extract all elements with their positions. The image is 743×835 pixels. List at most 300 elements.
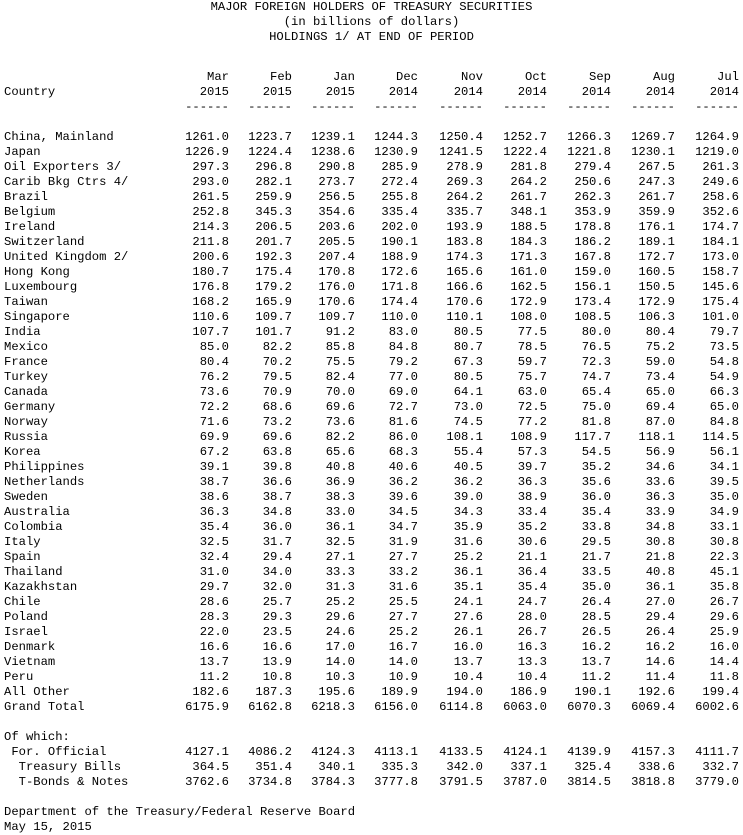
value-cell: 1224.4 [248, 145, 292, 159]
value-cell: 10.8 [262, 670, 292, 684]
value-cell: 36.2 [388, 475, 418, 489]
value-cell: 4127.1 [185, 745, 229, 759]
value-cell: 91.2 [325, 325, 355, 339]
value-cell: 31.6 [453, 535, 483, 549]
value-cell: 14.0 [388, 655, 418, 669]
table-row [0, 280, 743, 295]
value-cell: 36.3 [517, 475, 547, 489]
value-cell: 31.0 [199, 565, 229, 579]
value-cell: 34.3 [453, 505, 483, 519]
value-cell: 106.3 [638, 310, 675, 324]
value-cell: 297.3 [192, 160, 229, 174]
value-cell: 3787.0 [503, 775, 547, 789]
value-cell: 36.9 [325, 475, 355, 489]
country-cell: Spain [4, 550, 41, 564]
value-cell: 6175.9 [185, 700, 229, 714]
value-cell: 36.2 [453, 475, 483, 489]
value-cell: 6069.4 [631, 700, 675, 714]
country-cell: Hong Kong [4, 265, 70, 279]
value-cell: 80.5 [453, 370, 483, 384]
month-header: Oct [525, 70, 547, 84]
table-row [0, 505, 743, 520]
value-cell: 207.4 [318, 250, 355, 264]
value-cell: 63.8 [262, 445, 292, 459]
value-cell: 25.5 [388, 595, 418, 609]
country-cell: Belgium [4, 205, 56, 219]
country-cell: China, Mainland [4, 130, 114, 144]
table-row [0, 760, 743, 775]
table-row [0, 595, 743, 610]
value-cell: 80.0 [581, 325, 611, 339]
table-row [0, 355, 743, 370]
value-cell: 31.7 [262, 535, 292, 549]
value-cell: 34.6 [645, 460, 675, 474]
value-cell: 175.4 [702, 295, 739, 309]
value-cell: 278.9 [446, 160, 483, 174]
value-cell: 29.3 [262, 610, 292, 624]
country-cell: Switzerland [4, 235, 85, 249]
value-cell: 31.6 [388, 580, 418, 594]
value-cell: 4139.9 [567, 745, 611, 759]
value-cell: 325.4 [574, 760, 611, 774]
value-cell: 118.1 [638, 430, 675, 444]
value-cell: 110.1 [446, 310, 483, 324]
value-cell: 28.5 [581, 610, 611, 624]
value-cell: 4124.1 [503, 745, 547, 759]
country-cell: All Other [4, 685, 70, 699]
table-row [0, 370, 743, 385]
value-cell: 24.6 [325, 625, 355, 639]
value-cell: 11.4 [645, 670, 675, 684]
value-cell: 65.0 [709, 400, 739, 414]
value-cell: 108.0 [510, 310, 547, 324]
value-cell: 36.0 [581, 490, 611, 504]
value-cell: 33.9 [645, 505, 675, 519]
value-cell: 13.7 [581, 655, 611, 669]
value-cell: 165.6 [446, 265, 483, 279]
value-cell: 252.8 [192, 205, 229, 219]
value-cell: 30.8 [709, 535, 739, 549]
year-header: 2015 [199, 85, 229, 99]
value-cell: 68.3 [388, 445, 418, 459]
value-cell: 179.2 [255, 280, 292, 294]
value-cell: 4086.2 [248, 745, 292, 759]
table-row [0, 550, 743, 565]
value-cell: 160.5 [638, 265, 675, 279]
value-cell: 4111.7 [695, 745, 739, 759]
country-cell: Colombia [4, 520, 63, 534]
value-cell: 351.4 [255, 760, 292, 774]
value-cell: 31.9 [388, 535, 418, 549]
value-cell: 81.6 [388, 415, 418, 429]
value-cell: 150.5 [638, 280, 675, 294]
value-cell: 84.8 [388, 340, 418, 354]
value-cell: 262.3 [574, 190, 611, 204]
value-cell: 180.7 [192, 265, 229, 279]
value-cell: 345.3 [255, 205, 292, 219]
country-cell: T-Bonds & Notes [4, 775, 129, 789]
value-cell: 16.6 [262, 640, 292, 654]
value-cell: 249.6 [702, 175, 739, 189]
country-cell: Peru [4, 670, 34, 684]
table-row [0, 235, 743, 250]
value-cell: 83.0 [388, 325, 418, 339]
value-cell: 33.8 [581, 520, 611, 534]
value-cell: 40.5 [453, 460, 483, 474]
table-row [0, 400, 743, 415]
value-cell: 167.8 [574, 250, 611, 264]
value-cell: 34.5 [388, 505, 418, 519]
value-cell: 30.8 [645, 535, 675, 549]
value-cell: 38.7 [199, 475, 229, 489]
value-cell: 69.6 [262, 430, 292, 444]
value-cell: 82.4 [325, 370, 355, 384]
value-cell: 188.9 [381, 250, 418, 264]
value-cell: 340.1 [318, 760, 355, 774]
value-cell: 59.0 [645, 355, 675, 369]
table-row [0, 190, 743, 205]
value-cell: 33.5 [581, 565, 611, 579]
value-cell: 56.1 [709, 445, 739, 459]
value-cell: 85.8 [325, 340, 355, 354]
value-cell: 35.6 [581, 475, 611, 489]
header-rule: ------ [185, 100, 229, 114]
country-cell: Russia [4, 430, 48, 444]
year-header: 2014 [709, 85, 739, 99]
value-cell: 162.5 [510, 280, 547, 294]
value-cell: 26.5 [581, 625, 611, 639]
table-row [0, 220, 743, 235]
value-cell: 258.6 [702, 190, 739, 204]
country-cell: Grand Total [4, 700, 85, 714]
value-cell: 39.6 [388, 490, 418, 504]
value-cell: 35.4 [199, 520, 229, 534]
table-row [0, 475, 743, 490]
value-cell: 109.7 [318, 310, 355, 324]
value-cell: 269.3 [446, 175, 483, 189]
country-cell: United Kingdom 2/ [4, 250, 129, 264]
value-cell: 36.3 [199, 505, 229, 519]
value-cell: 3818.8 [631, 775, 675, 789]
value-cell: 13.9 [262, 655, 292, 669]
table-row [0, 250, 743, 265]
table-row [0, 265, 743, 280]
country-cell: Turkey [4, 370, 48, 384]
value-cell: 174.4 [381, 295, 418, 309]
value-cell: 73.6 [325, 415, 355, 429]
value-cell: 1222.4 [503, 145, 547, 159]
value-cell: 25.2 [453, 550, 483, 564]
header-rule: ------ [248, 100, 292, 114]
month-header: Aug [653, 70, 675, 84]
value-cell: 28.3 [199, 610, 229, 624]
value-cell: 27.0 [645, 595, 675, 609]
value-cell: 1269.7 [631, 130, 675, 144]
country-cell: Israel [4, 625, 48, 639]
value-cell: 1238.6 [311, 145, 355, 159]
value-cell: 59.7 [517, 355, 547, 369]
value-cell: 11.2 [199, 670, 229, 684]
value-cell: 25.9 [709, 625, 739, 639]
value-cell: 101.7 [255, 325, 292, 339]
value-cell: 352.6 [702, 205, 739, 219]
country-cell: Australia [4, 505, 70, 519]
value-cell: 81.8 [581, 415, 611, 429]
value-cell: 6002.6 [695, 700, 739, 714]
value-cell: 69.0 [388, 385, 418, 399]
value-cell: 28.0 [517, 610, 547, 624]
country-cell: Canada [4, 385, 48, 399]
value-cell: 195.6 [318, 685, 355, 699]
value-cell: 3762.6 [185, 775, 229, 789]
country-cell: Chile [4, 595, 41, 609]
month-header: Nov [461, 70, 483, 84]
country-cell: Netherlands [4, 475, 85, 489]
value-cell: 16.0 [709, 640, 739, 654]
value-cell: 261.7 [638, 190, 675, 204]
country-cell: Singapore [4, 310, 70, 324]
footer-date: May 15, 2015 [4, 820, 92, 834]
header-rule: ------ [439, 100, 483, 114]
value-cell: 193.9 [446, 220, 483, 234]
value-cell: 10.9 [388, 670, 418, 684]
value-cell: 255.8 [381, 190, 418, 204]
value-cell: 11.8 [709, 670, 739, 684]
value-cell: 66.3 [709, 385, 739, 399]
value-cell: 6063.0 [503, 700, 547, 714]
country-cell: Carib Bkg Ctrs 4/ [4, 175, 129, 189]
country-cell: Philippines [4, 460, 85, 474]
value-cell: 72.3 [581, 355, 611, 369]
value-cell: 22.3 [709, 550, 739, 564]
value-cell: 69.4 [645, 400, 675, 414]
value-cell: 70.0 [325, 385, 355, 399]
value-cell: 6114.8 [439, 700, 483, 714]
table-row [0, 205, 743, 220]
value-cell: 39.0 [453, 490, 483, 504]
value-cell: 82.2 [262, 340, 292, 354]
value-cell: 354.6 [318, 205, 355, 219]
value-cell: 3779.0 [695, 775, 739, 789]
value-cell: 72.7 [388, 400, 418, 414]
value-cell: 206.5 [255, 220, 292, 234]
value-cell: 28.6 [199, 595, 229, 609]
header-rule: ------ [503, 100, 547, 114]
value-cell: 17.0 [325, 640, 355, 654]
table-row [0, 670, 743, 685]
value-cell: 117.7 [574, 430, 611, 444]
value-cell: 170.6 [318, 295, 355, 309]
value-cell: 256.5 [318, 190, 355, 204]
value-cell: 27.7 [388, 550, 418, 564]
value-cell: 166.6 [446, 280, 483, 294]
value-cell: 73.2 [262, 415, 292, 429]
value-cell: 189.9 [381, 685, 418, 699]
header-rule: ------ [631, 100, 675, 114]
value-cell: 79.5 [262, 370, 292, 384]
month-header: Jul [717, 70, 739, 84]
value-cell: 67.3 [453, 355, 483, 369]
value-cell: 1226.9 [185, 145, 229, 159]
value-cell: 335.4 [381, 205, 418, 219]
value-cell: 261.5 [192, 190, 229, 204]
value-cell: 35.9 [453, 520, 483, 534]
value-cell: 34.7 [388, 520, 418, 534]
value-cell: 16.2 [645, 640, 675, 654]
value-cell: 282.1 [255, 175, 292, 189]
value-cell: 33.0 [325, 505, 355, 519]
header-rule: ------ [567, 100, 611, 114]
value-cell: 36.1 [645, 580, 675, 594]
value-cell: 101.0 [702, 310, 739, 324]
table-row [0, 775, 743, 790]
value-cell: 38.7 [262, 490, 292, 504]
table-row [0, 580, 743, 595]
value-cell: 36.1 [453, 565, 483, 579]
value-cell: 36.1 [325, 520, 355, 534]
value-cell: 26.1 [453, 625, 483, 639]
value-cell: 272.4 [381, 175, 418, 189]
value-cell: 293.0 [192, 175, 229, 189]
footer-source: Department of the Treasury/Federal Reserve Board [4, 805, 356, 819]
value-cell: 285.9 [381, 160, 418, 174]
value-cell: 1223.7 [248, 130, 292, 144]
value-cell: 30.6 [517, 535, 547, 549]
value-cell: 65.4 [581, 385, 611, 399]
value-cell: 69.6 [325, 400, 355, 414]
year-header: 2015 [325, 85, 355, 99]
country-cell: India [4, 325, 41, 339]
value-cell: 187.3 [255, 685, 292, 699]
table-row [0, 430, 743, 445]
value-cell: 199.4 [702, 685, 739, 699]
value-cell: 335.7 [446, 205, 483, 219]
value-cell: 79.7 [709, 325, 739, 339]
table-row [0, 325, 743, 340]
value-cell: 6162.8 [248, 700, 292, 714]
value-cell: 32.0 [262, 580, 292, 594]
value-cell: 32.5 [199, 535, 229, 549]
value-cell: 64.1 [453, 385, 483, 399]
country-cell: Treasury Bills [4, 760, 122, 774]
value-cell: 353.9 [574, 205, 611, 219]
value-cell: 39.7 [517, 460, 547, 474]
table-row [0, 610, 743, 625]
value-cell: 26.4 [581, 595, 611, 609]
value-cell: 109.7 [255, 310, 292, 324]
country-cell: Brazil [4, 190, 48, 204]
value-cell: 32.5 [325, 535, 355, 549]
country-cell: Germany [4, 400, 56, 414]
value-cell: 74.5 [453, 415, 483, 429]
value-cell: 1266.3 [567, 130, 611, 144]
value-cell: 40.8 [325, 460, 355, 474]
country-cell: Taiwan [4, 295, 48, 309]
value-cell: 264.2 [510, 175, 547, 189]
value-cell: 159.0 [574, 265, 611, 279]
value-cell: 202.0 [381, 220, 418, 234]
value-cell: 80.7 [453, 340, 483, 354]
value-cell: 27.6 [453, 610, 483, 624]
value-cell: 108.9 [510, 430, 547, 444]
value-cell: 279.4 [574, 160, 611, 174]
title-line-2: (in billions of dollars) [283, 15, 460, 29]
value-cell: 4124.3 [311, 745, 355, 759]
value-cell: 34.0 [262, 565, 292, 579]
header-rule: ------ [374, 100, 418, 114]
value-cell: 176.0 [318, 280, 355, 294]
title-line-1: MAJOR FOREIGN HOLDERS OF TREASURY SECURITIES [210, 0, 533, 14]
value-cell: 205.5 [318, 235, 355, 249]
value-cell: 33.4 [517, 505, 547, 519]
country-cell: France [4, 355, 48, 369]
value-cell: 26.7 [709, 595, 739, 609]
value-cell: 16.6 [199, 640, 229, 654]
value-cell: 4157.3 [631, 745, 675, 759]
value-cell: 31.3 [325, 580, 355, 594]
value-cell: 214.3 [192, 220, 229, 234]
value-cell: 194.0 [446, 685, 483, 699]
value-cell: 4113.1 [374, 745, 418, 759]
table-row [0, 415, 743, 430]
value-cell: 36.0 [262, 520, 292, 534]
country-cell: Denmark [4, 640, 56, 654]
value-cell: 186.9 [510, 685, 547, 699]
value-cell: 170.6 [446, 295, 483, 309]
value-cell: 29.4 [645, 610, 675, 624]
table-row [0, 295, 743, 310]
value-cell: 22.0 [199, 625, 229, 639]
value-cell: 57.3 [517, 445, 547, 459]
value-cell: 73.5 [709, 340, 739, 354]
table-row [0, 460, 743, 475]
value-cell: 29.7 [199, 580, 229, 594]
value-cell: 54.9 [709, 370, 739, 384]
value-cell: 21.1 [517, 550, 547, 564]
table-row [0, 520, 743, 535]
value-cell: 36.3 [645, 490, 675, 504]
value-cell: 107.7 [192, 325, 229, 339]
value-cell: 247.3 [638, 175, 675, 189]
value-cell: 35.4 [581, 505, 611, 519]
value-cell: 45.1 [709, 565, 739, 579]
month-header: Jan [333, 70, 355, 84]
value-cell: 175.4 [255, 265, 292, 279]
value-cell: 171.8 [381, 280, 418, 294]
value-cell: 158.7 [702, 265, 739, 279]
value-cell: 173.0 [702, 250, 739, 264]
country-header: Country [4, 85, 56, 99]
value-cell: 27.1 [325, 550, 355, 564]
value-cell: 13.7 [453, 655, 483, 669]
value-cell: 172.7 [638, 250, 675, 264]
value-cell: 114.5 [702, 430, 739, 444]
value-cell: 56.9 [645, 445, 675, 459]
value-cell: 3784.3 [311, 775, 355, 789]
year-header: 2014 [645, 85, 675, 99]
value-cell: 65.6 [325, 445, 355, 459]
value-cell: 1252.7 [503, 130, 547, 144]
value-cell: 84.8 [709, 415, 739, 429]
value-cell: 36.4 [517, 565, 547, 579]
value-cell: 16.0 [453, 640, 483, 654]
value-cell: 359.9 [638, 205, 675, 219]
value-cell: 27.7 [388, 610, 418, 624]
value-cell: 29.6 [325, 610, 355, 624]
value-cell: 38.6 [199, 490, 229, 504]
value-cell: 161.0 [510, 265, 547, 279]
value-cell: 35.0 [581, 580, 611, 594]
